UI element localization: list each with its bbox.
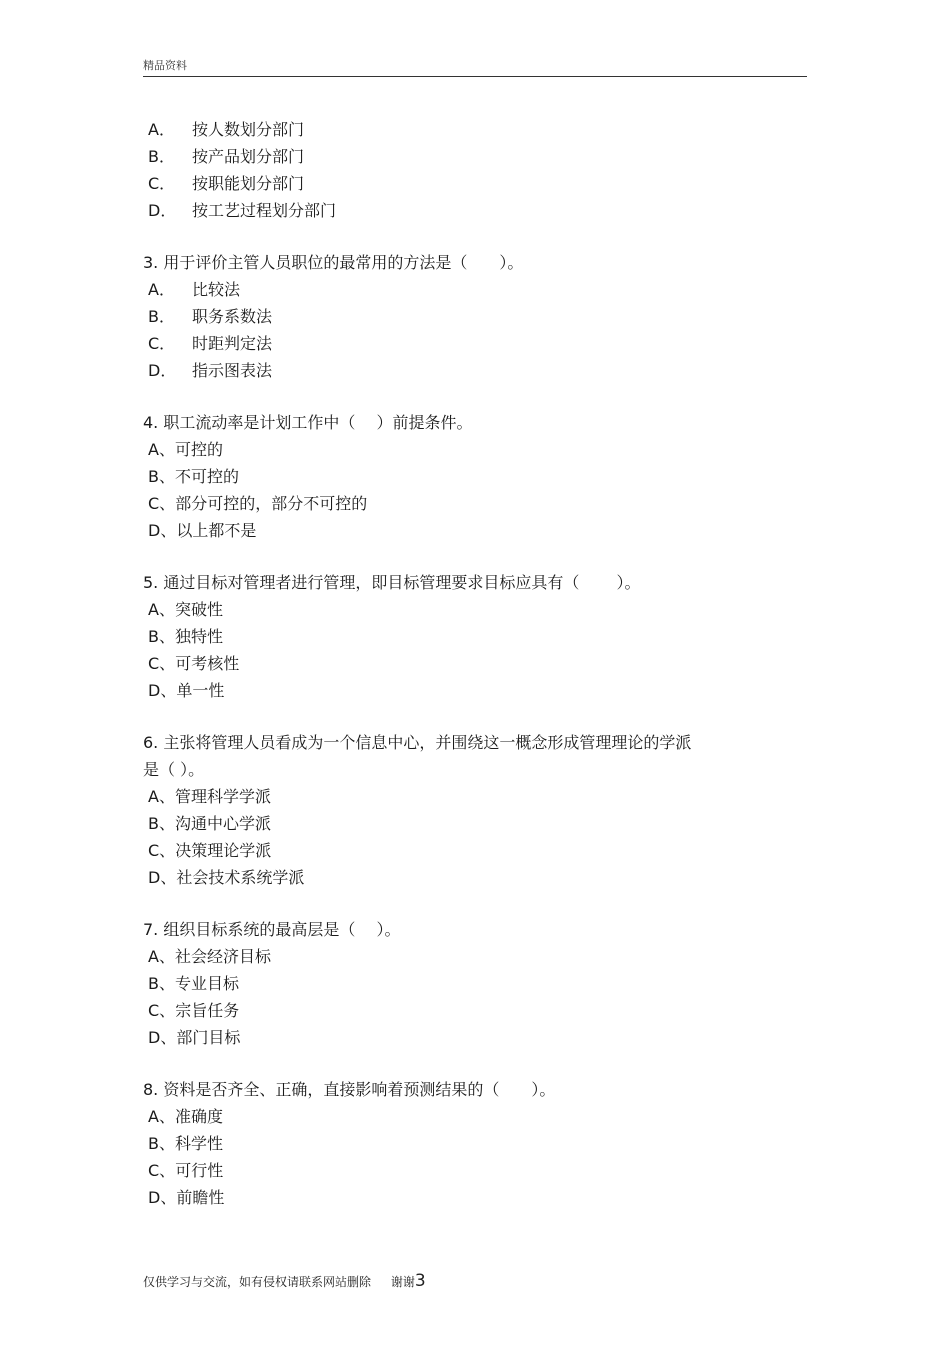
document-body (143, 116, 783, 1211)
option-letter: C、 (148, 654, 176, 673)
option-q3-b (143, 303, 783, 330)
question-5-text: 5. 通过目标对管理者进行管理，即目标管理要求目标应具有（ ）。 (143, 573, 641, 592)
option-text: 按职能划分部门 (192, 174, 305, 193)
option-letter: D、 (148, 1028, 177, 1047)
option-letter: A． (148, 120, 175, 139)
option-text: 按工艺过程划分部门 (192, 201, 337, 220)
option-text: 管理科学学派 (174, 787, 271, 806)
question-6-text-line1: 6. 主张将管理人员看成为一个信息中心，并围绕这一概念形成管理理论的学派 (143, 733, 692, 752)
option-q5-b (143, 623, 783, 650)
option-letter: D、 (148, 521, 177, 540)
option-text: 决策理论学派 (175, 841, 272, 860)
question-6-text-line2: 是（ ）。 (143, 760, 205, 779)
option-letter: A、 (148, 947, 175, 966)
option-text: 前瞻性 (176, 1188, 225, 1207)
option-q4-c (143, 490, 783, 517)
option-text: 职务系数法 (192, 307, 273, 326)
option-letter: C． (148, 174, 176, 193)
option-q5-d (143, 677, 783, 704)
option-text: 部门目标 (176, 1028, 241, 1047)
option-letter: C、 (148, 494, 176, 513)
option-text: 部分可控的，部分不可控的 (175, 494, 368, 513)
option-text: 按产品划分部门 (192, 147, 305, 166)
option-letter: A、 (148, 1107, 175, 1126)
option-letter: C、 (148, 1001, 176, 1020)
option-text: 按人数划分部门 (192, 120, 305, 139)
option-q5-c (143, 650, 783, 677)
page-header (143, 54, 807, 77)
option-q6-a (143, 783, 783, 810)
option-letter: B、 (148, 627, 175, 646)
option-letter: C、 (148, 1161, 176, 1180)
option-letter: D、 (148, 681, 177, 700)
option-text: 指示图表法 (192, 361, 273, 380)
option-text: 以上都不是 (176, 521, 257, 540)
option-q8-b (143, 1130, 783, 1157)
option-q6-c (143, 837, 783, 864)
option-q3-a (143, 276, 783, 303)
option-letter: C． (148, 334, 176, 353)
option-letter: C、 (148, 841, 176, 860)
option-text: 比较法 (192, 280, 241, 299)
option-q2-a (143, 116, 783, 143)
option-q7-a (143, 943, 783, 970)
option-q4-b (143, 463, 783, 490)
option-q2-c (143, 170, 783, 197)
question-8-block (143, 1076, 783, 1211)
option-q5-a (143, 596, 783, 623)
option-text: 可考核性 (175, 654, 240, 673)
option-text: 单一性 (176, 681, 225, 700)
option-text: 突破性 (174, 600, 223, 619)
question-5-block (143, 569, 783, 704)
option-letter: D、 (148, 868, 177, 887)
option-text: 科学性 (174, 1134, 223, 1153)
option-q6-d (143, 864, 783, 891)
option-letter: B、 (148, 467, 175, 486)
option-letter: B． (148, 307, 175, 326)
option-q8-d (143, 1184, 783, 1211)
question-2-block (143, 116, 783, 224)
option-q6-b (143, 810, 783, 837)
option-letter: A、 (148, 787, 175, 806)
header-label: 精品资料 (143, 59, 187, 72)
option-text: 独特性 (174, 627, 223, 646)
footer-thanks: 谢谢 (390, 1275, 415, 1289)
option-text: 可行性 (175, 1161, 224, 1180)
option-letter: A． (148, 280, 175, 299)
question-3-text: 3. 用于评价主管人员职位的最常用的方法是（ ）。 (143, 253, 524, 272)
option-letter: D、 (148, 1188, 177, 1207)
option-q8-c (143, 1157, 783, 1184)
page-number: 3 (414, 1271, 426, 1291)
option-text: 可控的 (174, 440, 223, 459)
option-letter: D． (148, 361, 177, 380)
option-text: 专业目标 (174, 974, 239, 993)
option-q4-a (143, 436, 783, 463)
question-4-block (143, 409, 783, 544)
option-letter: B、 (148, 814, 175, 833)
option-text: 不可控的 (174, 467, 239, 486)
option-text: 沟通中心学派 (174, 814, 271, 833)
question-7-block (143, 916, 783, 1051)
option-q2-d (143, 197, 783, 224)
option-letter: A、 (148, 600, 175, 619)
option-letter: B、 (148, 1134, 175, 1153)
option-text: 社会经济目标 (174, 947, 271, 966)
question-6-block (143, 729, 783, 891)
option-letter: D． (148, 201, 177, 220)
option-q2-b (143, 143, 783, 170)
option-letter: A、 (148, 440, 175, 459)
option-text: 准确度 (174, 1107, 223, 1126)
option-q7-d (143, 1024, 783, 1051)
question-3-block (143, 249, 783, 384)
question-8-text: 8. 资料是否齐全、正确，直接影响着预测结果的（ ）。 (143, 1080, 556, 1099)
page-footer (143, 1270, 426, 1293)
option-q7-b (143, 970, 783, 997)
option-text: 宗旨任务 (175, 1001, 240, 1020)
option-q7-c (143, 997, 783, 1024)
option-text: 社会技术系统学派 (176, 868, 305, 887)
question-7-text: 7. 组织目标系统的最高层是（ ）。 (143, 920, 401, 939)
question-4-text: 4. 职工流动率是计划工作中（ ）前提条件。 (143, 413, 473, 432)
option-text: 时距判定法 (192, 334, 273, 353)
option-q8-a (143, 1103, 783, 1130)
option-q4-d (143, 517, 783, 544)
footer-disclaimer: 仅供学习与交流，如有侵权请联系网站删除 (143, 1275, 372, 1289)
option-q3-d (143, 357, 783, 384)
option-letter: B． (148, 147, 175, 166)
option-q3-c (143, 330, 783, 357)
option-letter: B、 (148, 974, 175, 993)
